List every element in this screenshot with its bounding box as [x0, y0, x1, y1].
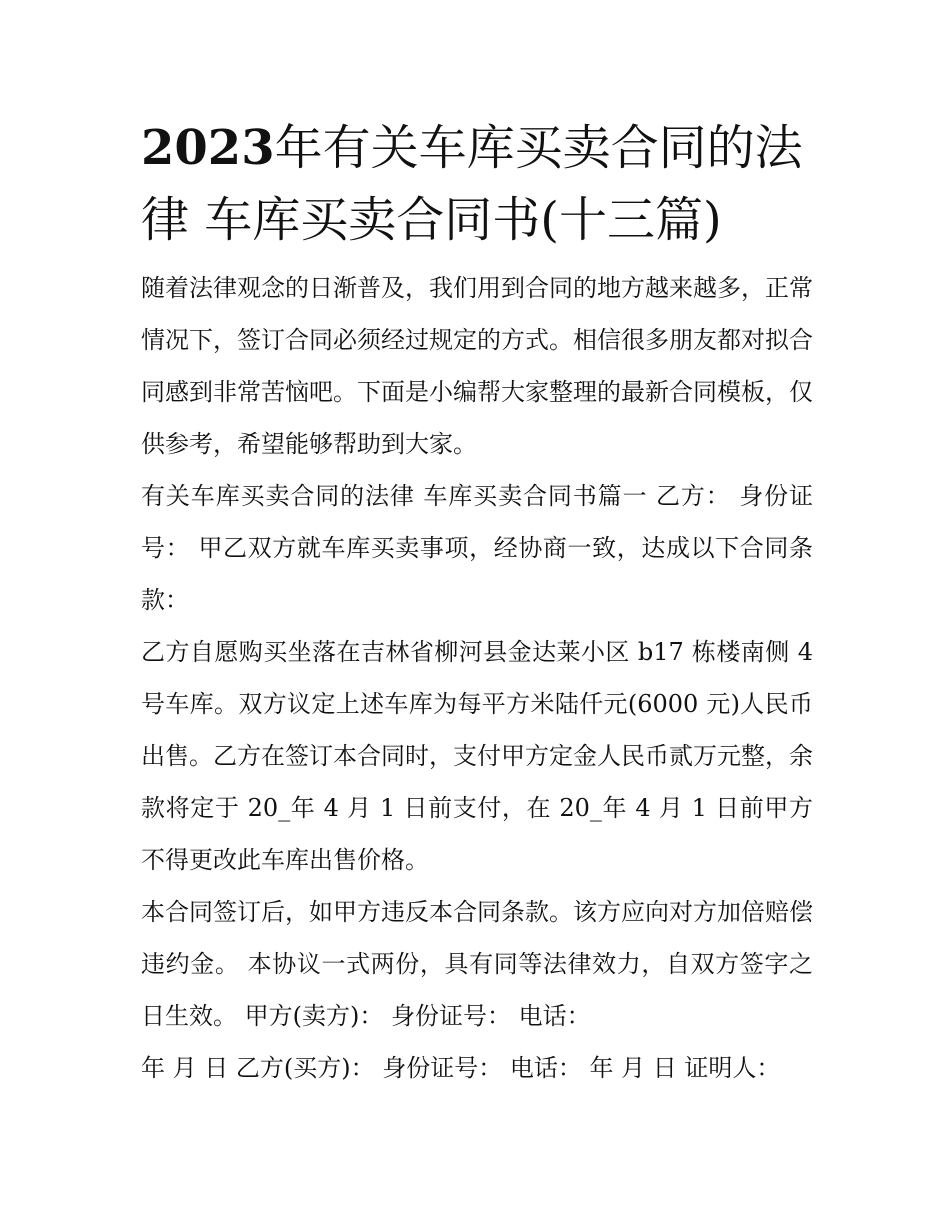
- title-year: 2023: [141, 120, 275, 176]
- purchase-terms-paragraph: 乙方自愿购买坐落在吉林省柳河县金达莱小区 b17 栋楼南侧 4 号车库。双方议定上述车库为每平方米陆仟元(6000 元)人民币出售。乙方在签订本合同时，支付甲方定金人民币贰万元整，余款将定于 20_年 4 月 1 日前支付，在 20_年 4 月 1 日前甲方不得更改此车库出售价格。: [141, 638, 813, 874]
- document-page: [141, 112, 813, 1094]
- breach-terms-paragraph: 本合同签订后，如甲方违反本合同条款。该方应向对方加倍赔偿违约金。 本协议一式两份，具有同等法律效力，自双方签字之日生效。 甲方(卖方)： 身份证号： 电话：: [141, 898, 813, 1030]
- contract-header-paragraph: 有关车库买卖合同的法律 车库买卖合同书篇一 乙方： 身份证号： 甲乙双方就车库买卖事项，经协商一致，达成以下合同条款：: [141, 482, 813, 614]
- intro-paragraph: 随着法律观念的日渐普及，我们用到合同的地方越来越多，正常情况下，签订合同必须经过规定的方式。相信很多朋友都对拟合同感到非常苦恼吧。下面是小编帮大家整理的最新合同模板，仅供参考，希望能够帮助到大家。: [141, 274, 813, 458]
- document-title: [141, 112, 813, 256]
- title-text: 年有关车库买卖合同的法律 车库买卖合同书(十三篇): [141, 120, 803, 248]
- signature-line-paragraph: 年 月 日 乙方(买方)： 身份证号： 电话： 年 月 日 证明人：: [141, 1054, 781, 1082]
- document-body: [141, 262, 813, 1094]
